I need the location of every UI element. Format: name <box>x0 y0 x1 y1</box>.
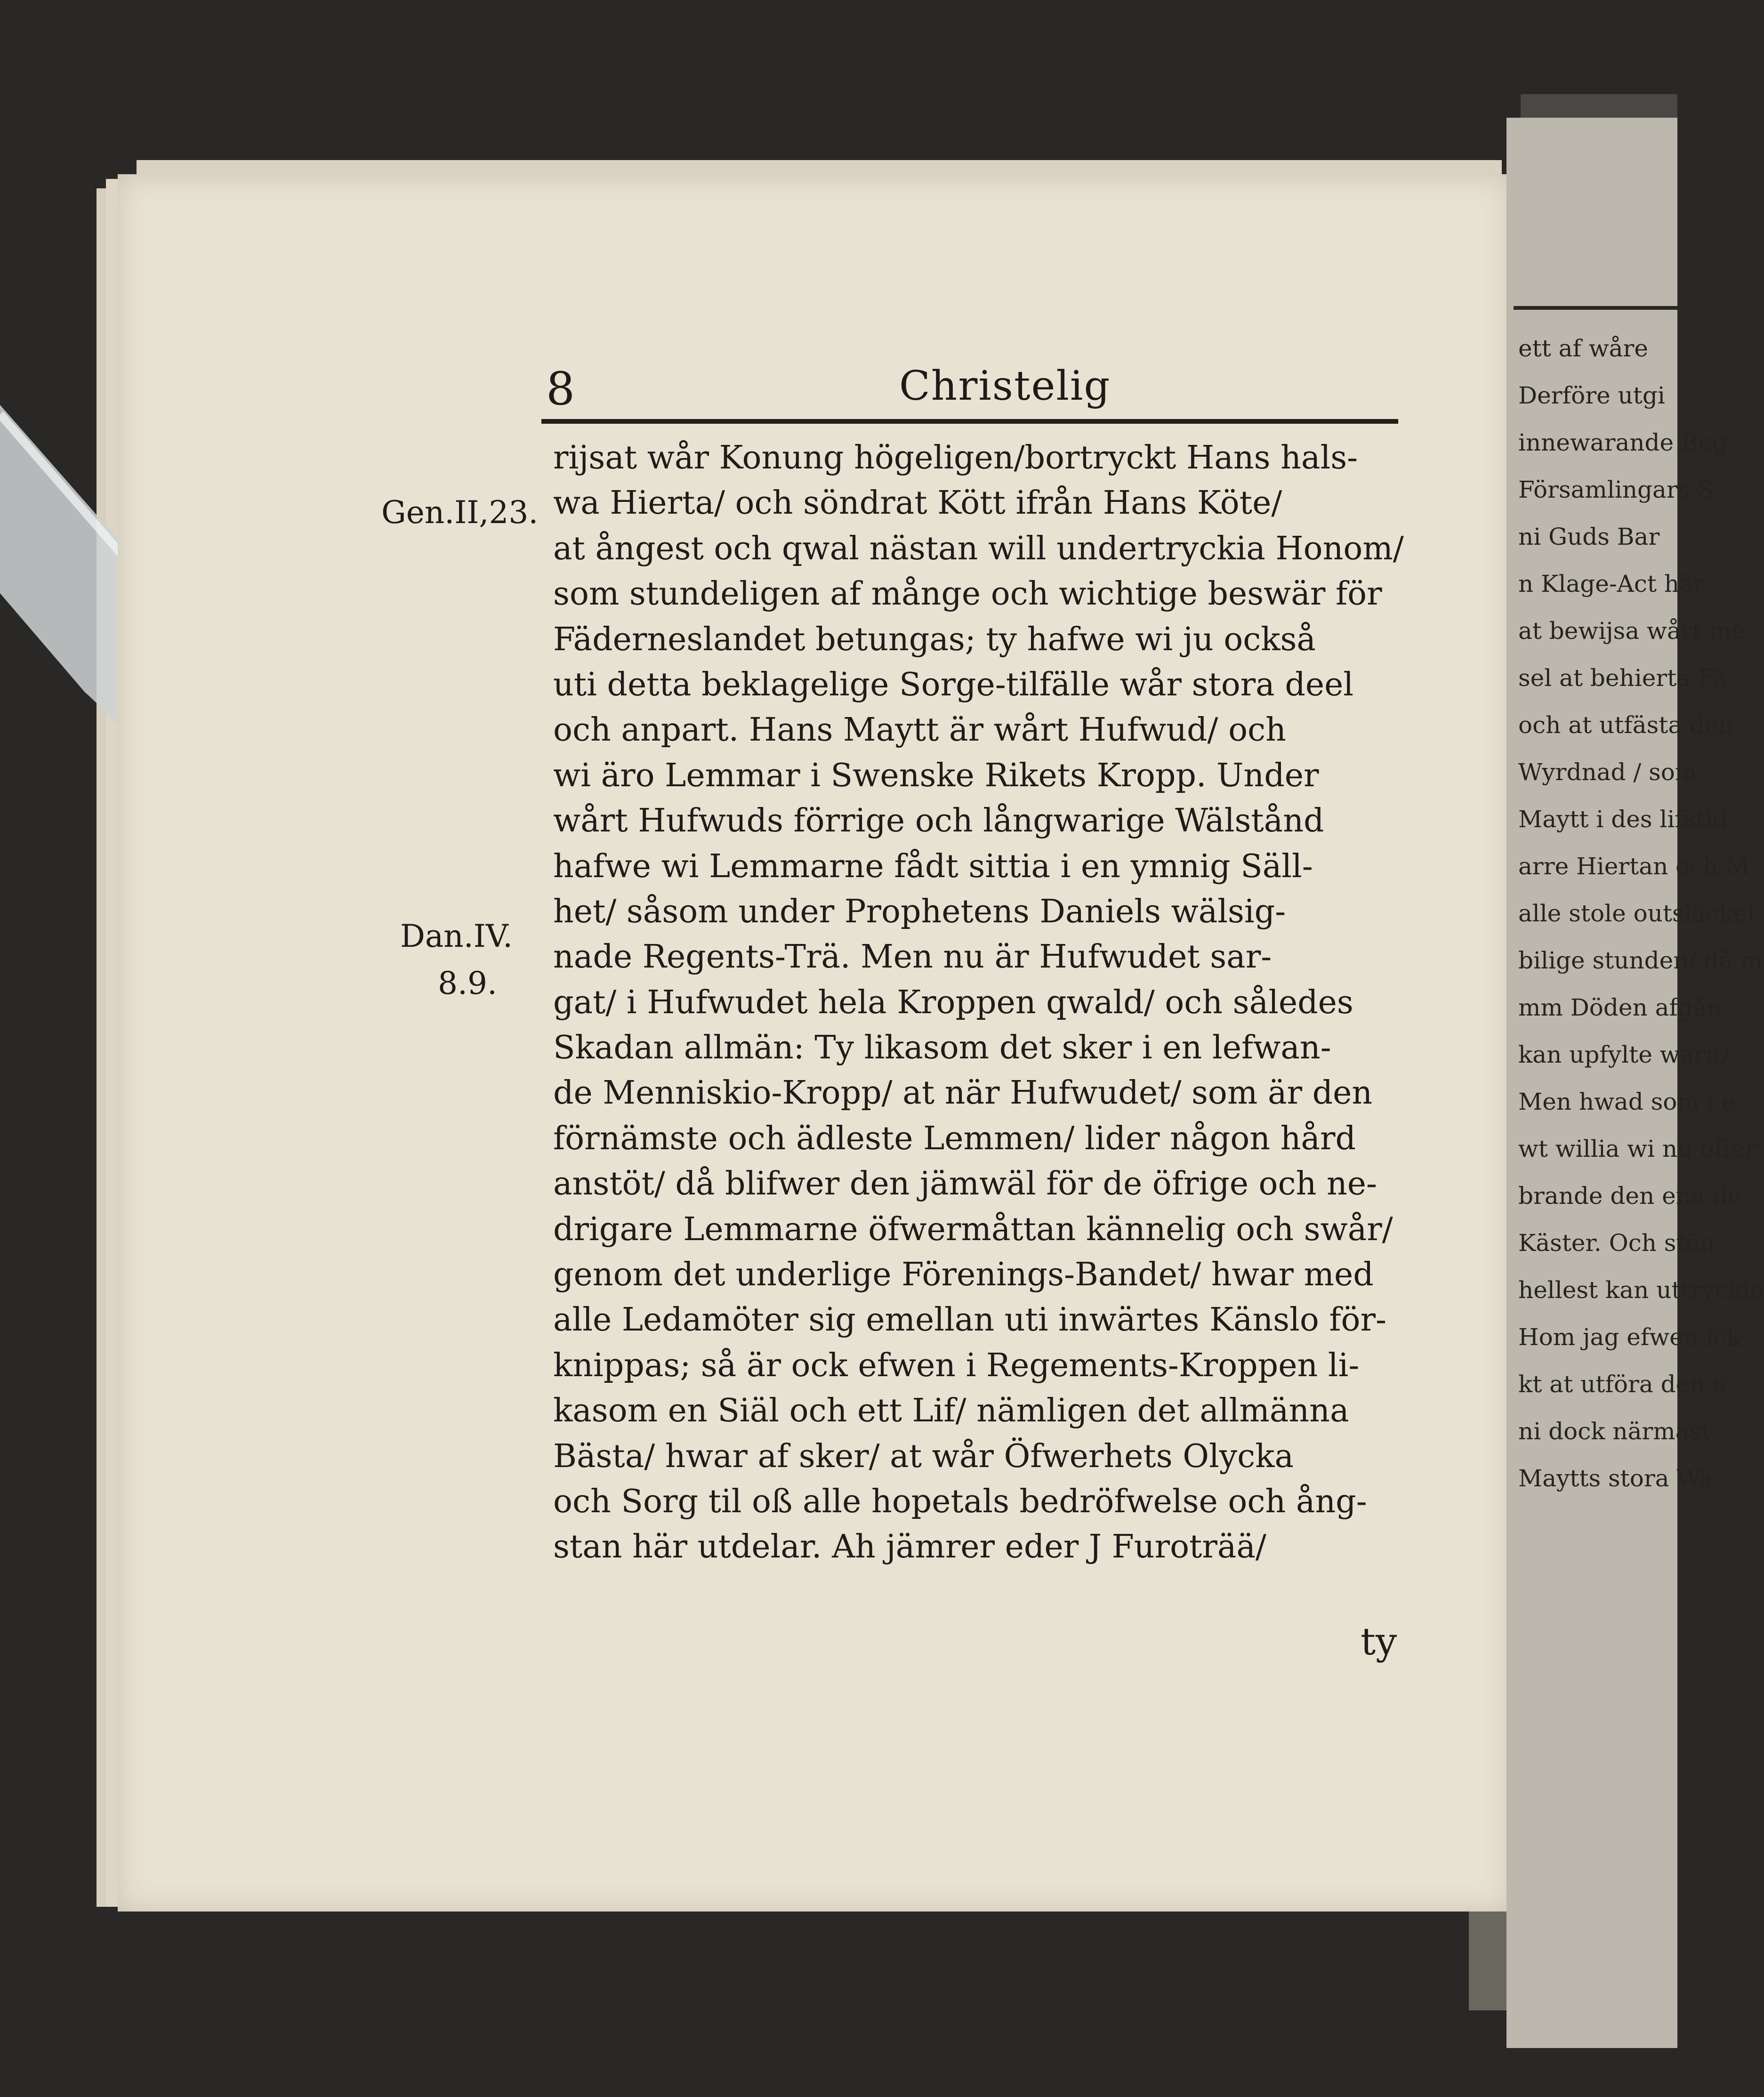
text-line: wårt Hufwuds förrige och långwarige Wälstånd <box>553 802 1324 840</box>
text-line: uti detta beklagelige Sorge-tilfälle wår stora deel <box>553 666 1354 703</box>
body-text <box>553 436 1404 1570</box>
text-line: anstöt/ då blifwer den jämwäl för de öfrige och ne- <box>553 1165 1377 1203</box>
right-page-line: Men hwad som i e <box>1518 1088 1736 1115</box>
right-page-line: at bewijsa wårt me <box>1518 617 1746 645</box>
text-line: Fäderneslandet betungas; ty hafwe wi ju också <box>553 621 1316 658</box>
text-line: at ångest och qwal nästan will undertryckia Honom/ <box>553 530 1404 567</box>
text-line: rijsat wår Konung högeligen/bortryckt Hans hals- <box>553 439 1358 476</box>
text-line: het/ såsom under Prophetens Daniels wälsig- <box>553 893 1286 930</box>
text-line: knippas; så är ock efwen i Regements-Kroppen li- <box>553 1347 1360 1384</box>
text-line: gat/ i Hufwudet hela Kroppen qwald/ och således <box>553 984 1353 1021</box>
text-line: Skadan allmän: Ty likasom det sker i en lefwan- <box>553 1029 1331 1067</box>
text-line: som stundeligen af månge och wichtige beswär för <box>553 575 1382 613</box>
text-line: nade Regents-Trä. Men nu är Hufwudet sar- <box>553 938 1272 976</box>
right-page-line: wt willia wi nu offer <box>1518 1135 1756 1162</box>
page-header <box>541 358 1403 414</box>
right-page-line: Wyrdnad / som <box>1518 758 1698 786</box>
text-line: stan här utdelar. Ah jämrer eder J Furoträä/ <box>553 1528 1266 1566</box>
text-line: kasom en Siäl och ett Lif/ nämligen det allmänna <box>553 1392 1349 1430</box>
text-line: hafwe wi Lemmarne fådt sittia i en ymnig Säll- <box>553 847 1313 885</box>
right-page-line: n Klage-Act här <box>1518 570 1705 597</box>
running-head: Christelig <box>899 363 1111 410</box>
right-page-text <box>1518 325 1764 1643</box>
catchword: ty <box>1361 1620 1397 1663</box>
margin-note-verse: 8.9. <box>438 965 497 1001</box>
right-page-line: Maytts stora Wä <box>1518 1465 1713 1492</box>
right-page-line: och at utfästa den <box>1518 711 1734 739</box>
margin-note-dan: Dan.IV. <box>400 918 513 954</box>
right-page-line: Hom jag efwen ick <box>1518 1323 1741 1351</box>
right-page-line: hellest kan uttryckio <box>1518 1276 1764 1304</box>
right-page-line: innewarande Beg <box>1518 429 1728 456</box>
right-page-line: sel at behierta Fä <box>1518 664 1727 692</box>
right-page-line: kan upfylte warit/ <box>1518 1041 1731 1068</box>
right-page-header-rule <box>1514 306 1677 310</box>
right-page-line: Församlingars S <box>1518 476 1714 503</box>
right-page-line: alle stole outsläckel <box>1518 900 1755 927</box>
text-line: drigare Lemmarne öfwermåttan kännelig och swår/ <box>553 1210 1393 1248</box>
right-page-line: Derföre utgi <box>1518 382 1665 409</box>
right-page-line: ett af wåre <box>1518 335 1648 362</box>
margin-note-gen: Gen.II,23. <box>381 494 539 531</box>
right-page-line: bilige stunden/ då m <box>1518 947 1763 974</box>
right-page-line: Käster. Och stön <box>1518 1229 1715 1257</box>
text-line: förnämste och ädleste Lemmen/ lider någon hård <box>553 1120 1356 1157</box>
right-page-line: mm Döden afgån <box>1518 994 1722 1021</box>
text-line: och Sorg til oß alle hopetals bedröfwelse och ång- <box>553 1483 1367 1520</box>
text-line: wa Hierta/ och söndrat Kött ifrån Hans Köte/ <box>553 484 1282 522</box>
page-number: 8 <box>546 363 575 415</box>
header-rule <box>541 419 1398 424</box>
right-page-line: kt at utföra den e <box>1518 1371 1726 1398</box>
right-page-line: brande den ena de <box>1518 1182 1742 1210</box>
text-line: genom det underlige Förenings-Bandet/ hwar med <box>553 1256 1374 1294</box>
right-page-line: ni dock närmast <box>1518 1418 1711 1445</box>
right-page-line: ni Guds Bar <box>1518 523 1660 550</box>
text-line: de Menniskio-Kropp/ at när Hufwudet/ som är den <box>553 1074 1373 1112</box>
right-page-line: arre Hiertan och M <box>1518 853 1750 880</box>
text-line: och anpart. Hans Maytt är wårt Hufwud/ och <box>553 711 1286 749</box>
text-line: alle Ledamöter sig emellan uti inwärtes Känslo för- <box>553 1301 1386 1339</box>
text-line: Bästa/ hwar af sker/ at wår Öfwerhets Olycka <box>553 1437 1294 1475</box>
right-page-line: Maytt i des lifstid <box>1518 806 1728 833</box>
text-line: wi äro Lemmar i Swenske Rikets Kropp. Under <box>553 757 1319 794</box>
